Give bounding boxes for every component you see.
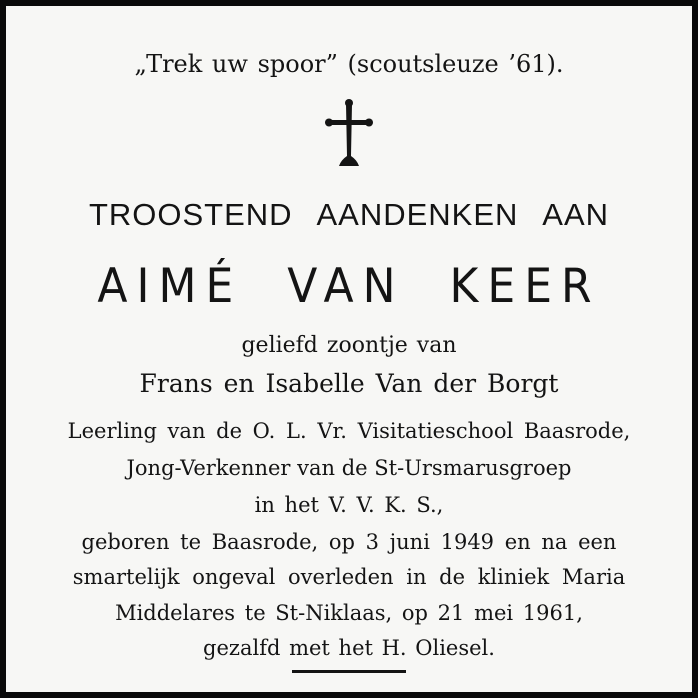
heading: TROOSTEND AANDENKEN AAN bbox=[88, 197, 610, 232]
body-line: smartelijk ongeval overleden in de kliniek Maria bbox=[72, 565, 626, 589]
closing-rule bbox=[292, 670, 406, 673]
body-line: geboren te Baasrode, op 3 juni 1949 en na een bbox=[81, 530, 617, 554]
body-line: gezalfd met het H. Oliesel. bbox=[203, 636, 495, 660]
deceased-name: AIMÉ VAN KEER bbox=[97, 258, 601, 314]
motto: „Trek uw spoor” (scoutsleuze ’61). bbox=[134, 50, 564, 78]
body-line: in het V. V. K. S., bbox=[254, 493, 444, 517]
relation-text: geliefd zoontje van bbox=[241, 333, 457, 358]
parents-names: Frans en Isabelle Van der Borgt bbox=[139, 369, 559, 398]
body-line: Leerling van de O. L. Vr. Visitatieschool Baasrode, bbox=[67, 419, 631, 443]
body-line: Jong-Verkenner van de St-Ursmarusgroep bbox=[126, 456, 572, 480]
cross-icon bbox=[324, 98, 374, 170]
body-line: Middelares te St-Niklaas, op 21 mei 1961, bbox=[115, 601, 583, 625]
